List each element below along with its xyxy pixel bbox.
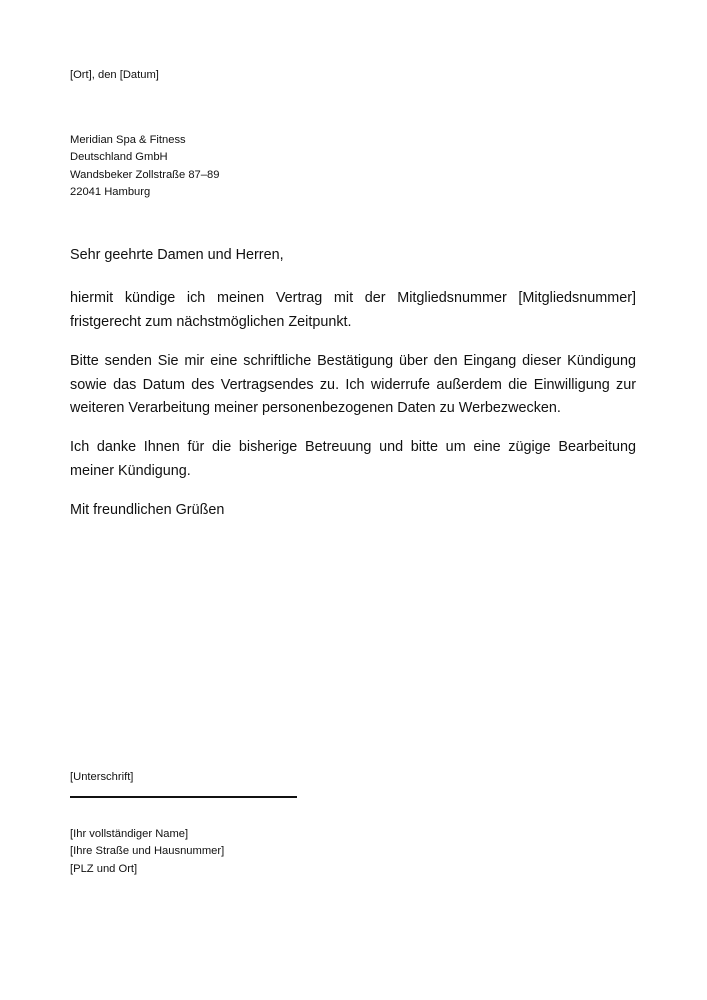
sender-city: [PLZ und Ort] [70,862,138,875]
place-date: [Ort], den [Datum] [70,69,159,81]
sender-street: [Ihre Straße und Hausnummer] [70,845,225,858]
closing: Mit freundlichen Grüßen [70,502,225,518]
sender-address [70,826,224,878]
salutation: Sehr geehrte Damen und Herren, [70,247,284,263]
recipient-line-city: 22041 Hamburg [70,185,151,198]
paragraph-thanks: Ich danke Ihnen für die bisherige Betreuung und bitte um eine zügige Bearbeitung meiner Kündigung. [70,439,636,479]
paragraph-confirmation-request: Bitte senden Sie mir eine schriftliche Bestätigung über den Eingang dieser Kündigung sowie das Datum des Vertragsendes zu. Ich widerrufe außerdem die Einwilligung zur weiteren Verarbeitung meiner personenbezogenen Daten zu Werbezwecken. [70,353,636,416]
recipient-address [70,132,219,201]
sender-name: [Ihr vollständiger Name] [70,828,189,840]
paragraph-termination: hiermit kündige ich meinen Vertrag mit der Mitgliedsnummer [Mitgliedsnummer] fristgerecht zum nächstmöglichen Zeitpunkt. [70,290,636,330]
recipient-line-street: Wandsbeker Zollstraße 87–89 [70,168,220,181]
recipient-line-company: Meridian Spa & Fitness [70,134,186,146]
signature-line [70,796,297,798]
signature-label: [Unterschrift] [70,771,134,783]
recipient-line-company-2: Deutschland GmbH [70,151,168,164]
